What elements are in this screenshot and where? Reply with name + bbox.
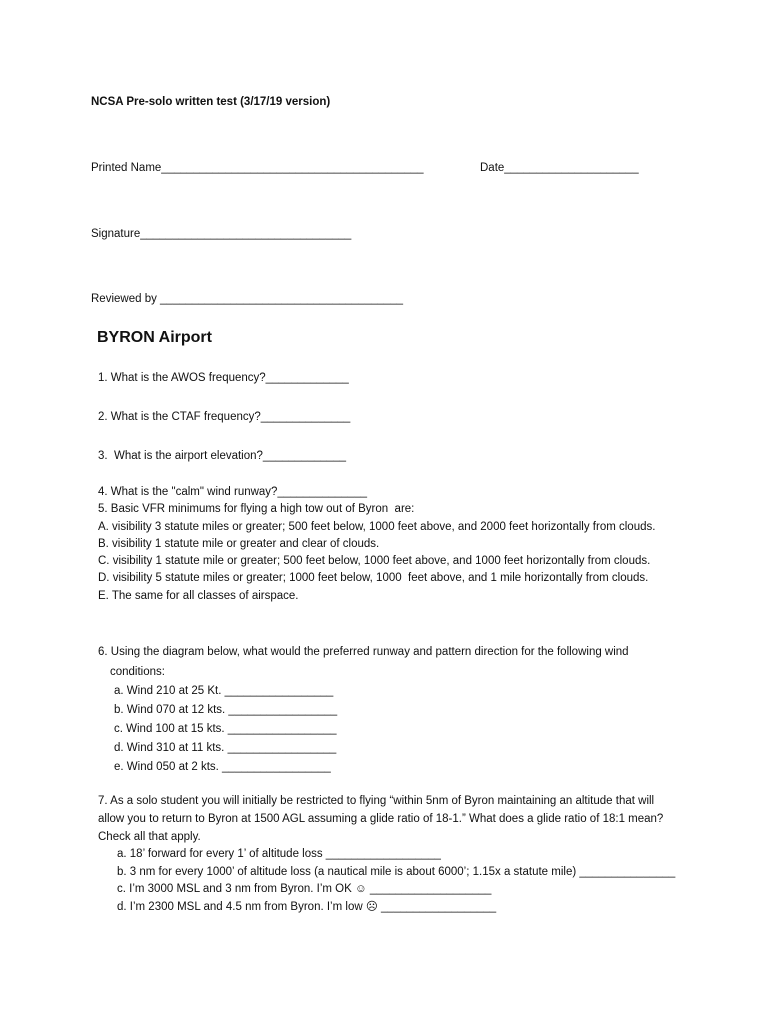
question-4[interactable]: 4. What is the "calm" wind runway?______________ [98, 486, 367, 498]
question-7-option-a[interactable]: a. 18’ forward for every 1’ of altitude loss __________________ [117, 848, 441, 860]
date-field[interactable]: Date_____________________ [480, 162, 639, 174]
question-6-item-e[interactable]: e. Wind 050 at 2 kts. _________________ [114, 761, 331, 773]
question-6-prompt-cont: conditions: [110, 666, 165, 678]
question-5-prompt: 5. Basic VFR minimums for flying a high tow out of Byron are: [98, 503, 415, 515]
question-5-option-a[interactable]: A. visibility 3 statute miles or greater; 500 feet below, 1000 feet above, and 2000 feet horizontally from clouds. [98, 521, 656, 533]
question-7-prompt: 7. As a solo student you will initially be restricted to flying “within 5nm of Byron maintaining an altitude that will [98, 795, 655, 807]
reviewed-by-field[interactable]: Reviewed by ______________________________________ [91, 293, 404, 305]
question-6-item-c[interactable]: c. Wind 100 at 15 kts. _________________ [114, 723, 337, 735]
question-7-option-c[interactable]: c. I’m 3000 MSL and 3 nm from Byron. I’m OK ☺ ___________________ [117, 883, 492, 895]
question-5-option-d[interactable]: D. visibility 5 statute miles or greater; 1000 feet below, 1000 feet above, and 1 mile horizontally from clouds. [98, 572, 649, 584]
question-7-prompt-line3: Check all that apply. [98, 831, 201, 843]
section-title: BYRON Airport [97, 329, 212, 346]
question-7-option-d[interactable]: d. I’m 2300 MSL and 4.5 nm from Byron. I’m low ☹ __________________ [117, 901, 497, 913]
question-5-option-b[interactable]: B. visibility 1 statute mile or greater and clear of clouds. [98, 538, 380, 550]
question-7-prompt-line2: allow you to return to Byron at 1500 AGL assuming a glide ratio of 18-1.” What does a glide ratio of 18:1 mean? [98, 813, 664, 825]
question-1[interactable]: 1. What is the AWOS frequency?_____________ [98, 372, 349, 384]
printed-name-field[interactable]: Printed Name_________________________________________ [91, 162, 424, 174]
question-6-item-a[interactable]: a. Wind 210 at 25 Kt. _________________ [114, 685, 334, 697]
signature-field[interactable]: Signature_________________________________ [91, 228, 352, 240]
question-5-option-e[interactable]: E. The same for all classes of airspace. [98, 590, 299, 602]
question-2[interactable]: 2. What is the CTAF frequency?______________ [98, 411, 351, 423]
question-7-option-b[interactable]: b. 3 nm for every 1000’ of altitude loss (a nautical mile is about 6000’; 1.15x a statute mile) _______________ [117, 866, 676, 878]
question-5-option-c[interactable]: C. visibility 1 statute mile or greater; 500 feet below, 1000 feet above, and 1000 feet horizontally from clouds. [98, 555, 651, 567]
question-3[interactable]: 3. What is the airport elevation?_____________ [98, 450, 347, 462]
question-6-item-d[interactable]: d. Wind 310 at 11 kts. _________________ [114, 742, 337, 754]
question-6-prompt: 6. Using the diagram below, what would the preferred runway and pattern direction for the following wind [98, 646, 629, 658]
test-title: NCSA Pre-solo written test (3/17/19 version) [91, 96, 331, 108]
question-6-item-b[interactable]: b. Wind 070 at 12 kts. _________________ [114, 704, 338, 716]
